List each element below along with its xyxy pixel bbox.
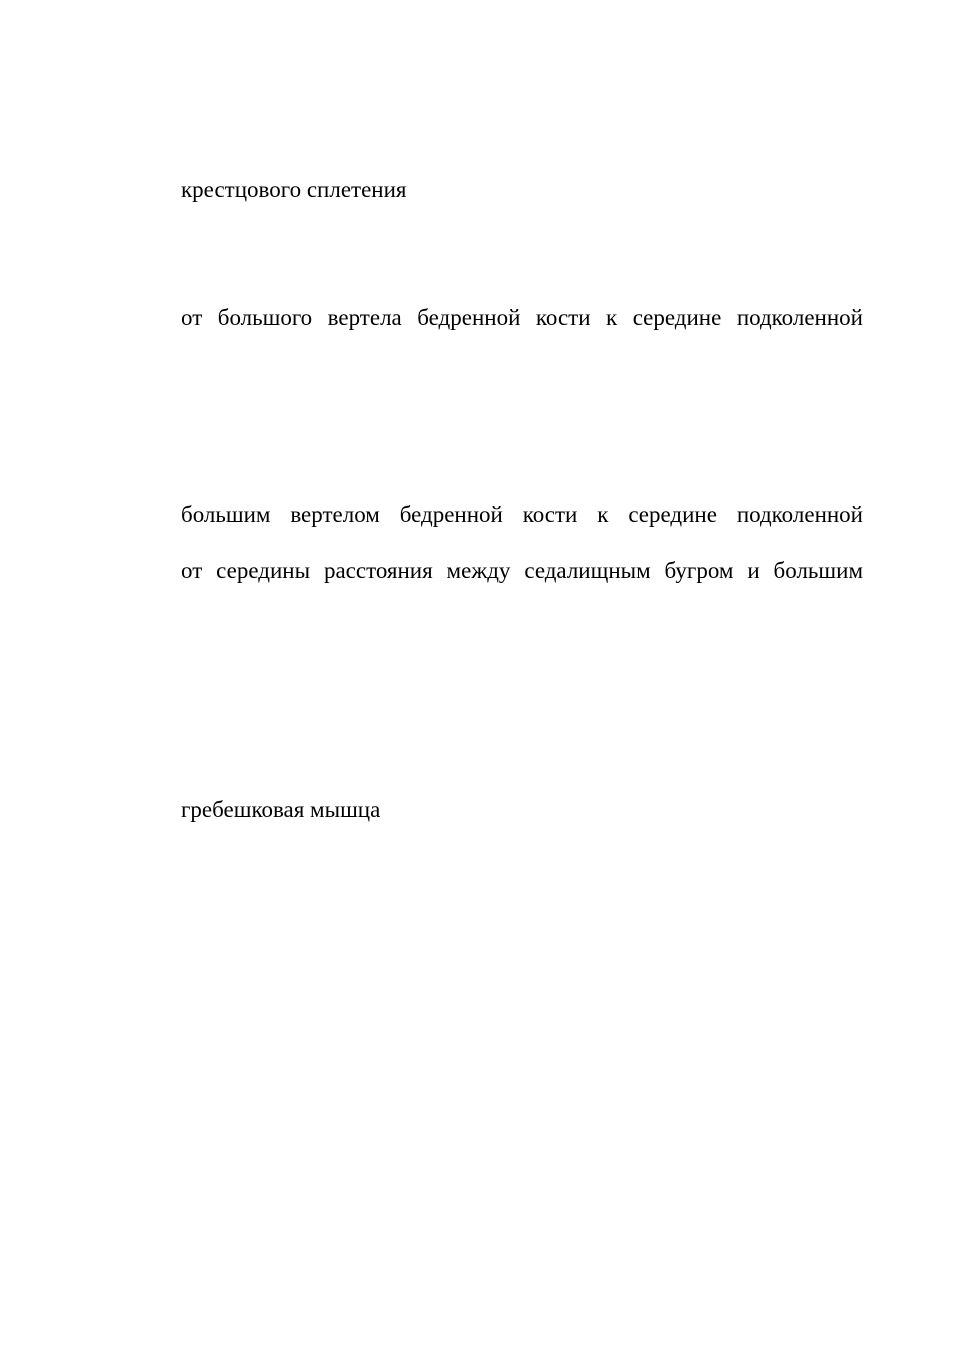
text-line-greater-trochanter-to-popliteal: большим вертелом бедренной кости к середине подколенной (181, 502, 863, 527)
text-line-from-greater-trochanter: от большого вертела бедренной кости к середине подколенной (181, 305, 863, 330)
text-line-pectineus-muscle: гребешковая мышца (181, 797, 381, 822)
text-line-from-midpoint-ischial-tuberosity: от середины расстояния между седалищным бугром и большим (181, 558, 863, 583)
text-line-sacral-plexus: крестцового сплетения (181, 177, 407, 202)
